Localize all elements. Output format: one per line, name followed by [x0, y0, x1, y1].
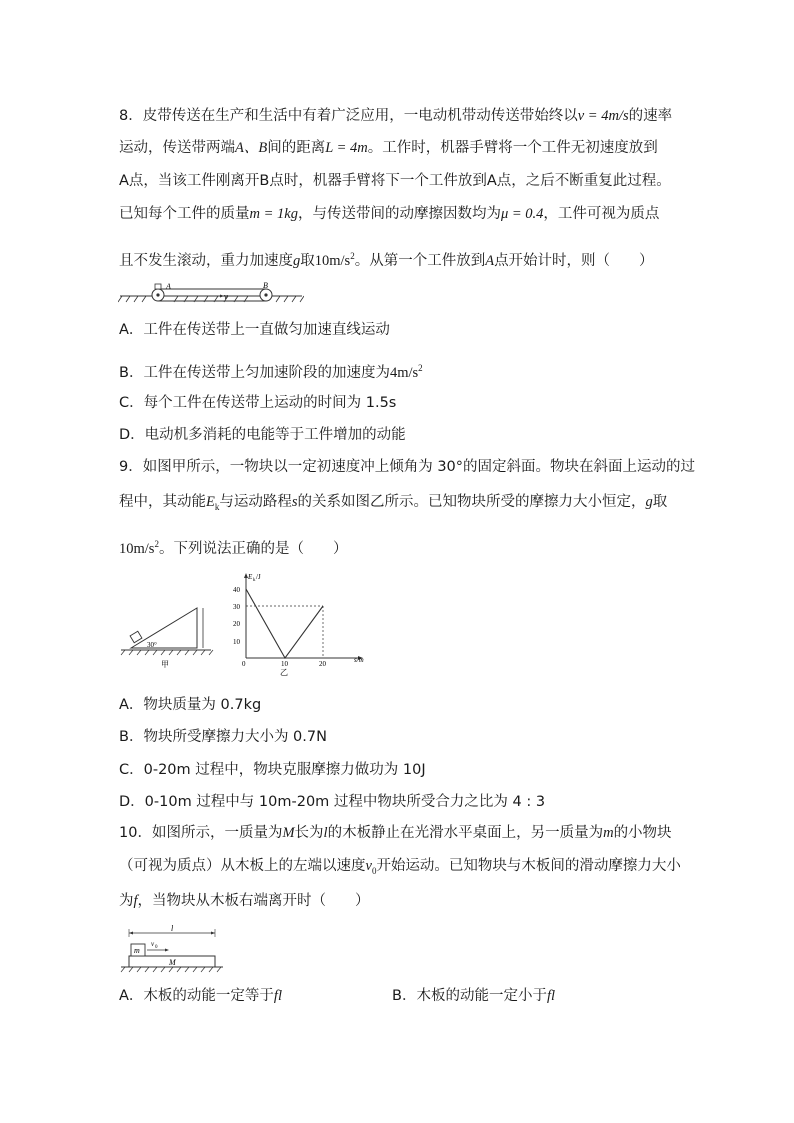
- q10-text: ，当物块从木板右端离开时（ ）: [137, 893, 370, 909]
- q8-points: A、B: [235, 140, 268, 156]
- block-m-label: m: [134, 946, 140, 955]
- q8-mass: m = 1kg: [249, 206, 298, 222]
- y-axis-label: E: [248, 573, 253, 581]
- y-axis-label-sub: k: [253, 578, 256, 583]
- q8-option-c-text: C．每个工件在传送带上运动的时间为 1.5s: [119, 395, 397, 411]
- q10-line-3: [119, 891, 370, 911]
- q10-v0-sub: 0: [371, 865, 377, 876]
- q10-l: l: [323, 825, 328, 841]
- q10-option-b: [392, 986, 555, 1006]
- q8-option-c: [119, 393, 396, 413]
- q8-text: 的速率: [628, 108, 673, 124]
- q9-g: g: [645, 494, 653, 510]
- q9-text: 程中，其动能: [119, 494, 206, 510]
- q9-gval: 10m/s: [119, 540, 155, 557]
- caption-jia: 甲: [161, 660, 169, 669]
- q10-M: M: [282, 825, 295, 841]
- length-label: l: [171, 925, 174, 933]
- q10-option-a: [119, 986, 282, 1006]
- q8-line-1: [119, 106, 672, 126]
- q8-g: g: [293, 252, 301, 269]
- angle-label: 30°: [147, 641, 157, 649]
- q9-option-c: [119, 760, 426, 780]
- q8-point-a: A: [485, 252, 495, 269]
- label-b: B: [263, 282, 268, 290]
- q8-option-a: [119, 320, 390, 340]
- v0-label: v: [151, 940, 155, 948]
- q10-line-1: [119, 823, 672, 843]
- y-tick-20: 20: [233, 620, 240, 628]
- q8-line-4: [119, 204, 659, 224]
- q9-line-2: [119, 492, 667, 517]
- q10-text: （可视为质点）从木板上的左端以速度: [119, 858, 366, 874]
- q9-text: 与运动路程: [219, 494, 292, 510]
- q8-line-2: [119, 138, 658, 158]
- v0-label-sub: 0: [155, 945, 158, 950]
- q8-line-3: [119, 171, 671, 191]
- q8-option-d: [119, 425, 406, 445]
- q9-option-b-text: B．物块所受摩擦力大小为 0.7N: [119, 729, 327, 745]
- q8-option-b: B．工件在传送带上匀加速阶段的加速度为$4m/s^2$: [119, 363, 423, 381]
- q8-speed: v = 4m/s: [577, 108, 629, 124]
- q10-text: 的小物块: [613, 825, 672, 841]
- q9-option-d: [119, 792, 545, 812]
- q9-ek-sub: k: [214, 501, 220, 512]
- q9-option-d-text: D．0-10m 过程中与 10m-20m 过程中物块所受合力之比为 4 : 3: [119, 794, 546, 810]
- ek-curve: [246, 589, 323, 658]
- q9-line-3: $10m/s^2$。下列说法正确的是（ ）: [119, 539, 348, 557]
- q10-v0: v: [365, 858, 372, 874]
- q8-gval: 10m/s: [314, 252, 351, 269]
- q8-option-b-text: B．工件在传送带上匀加速阶段的加速度为: [119, 364, 390, 381]
- q8-option-a-text: A．工件在传送带上一直做匀加速直线运动: [119, 322, 390, 338]
- q9-text: 9．如图甲所示，一物块以一定初速度冲上倾角为 30°的固定斜面。物块在斜面上运动的过: [119, 459, 696, 475]
- q8-text: 已知每个工件的质量: [119, 206, 250, 222]
- q8-option-b-value: 4m/s: [389, 364, 419, 381]
- q8-text: ，工件可视为质点: [543, 206, 660, 222]
- board-M-label: M: [169, 958, 176, 967]
- conveyor-belt-figure: [118, 282, 304, 304]
- q9-s: s: [291, 494, 298, 510]
- q10-text: 为: [119, 893, 134, 909]
- q8-text: 8．皮带传送在生产和生活中有着广泛应用，一电动机带动传送带始终以: [119, 108, 578, 124]
- q10-line-2: [119, 856, 681, 881]
- q8-text: A点，当该工件刚离开B点时，机器手臂将下一个工件放到A点，之后不断重复此过程。: [119, 173, 671, 189]
- ek-s-graph: [228, 570, 378, 676]
- q9-text: 的关系如图乙所示。已知物块所受的摩擦力大小恒定，: [297, 494, 646, 510]
- q8-mu: μ = 0.4: [500, 206, 544, 222]
- q10-option-b-text: B．木板的动能一定小于: [392, 988, 547, 1004]
- q9-option-a-text: A．物块质量为 0.7kg: [119, 697, 262, 713]
- q10-option-a-value: fl: [273, 988, 282, 1004]
- y-tick-10: 10: [233, 638, 240, 646]
- caption-yi: 乙: [280, 668, 288, 676]
- y-tick-40: 40: [233, 586, 240, 594]
- incline-figure: [119, 578, 215, 670]
- q8-text: 间的距离: [267, 140, 326, 156]
- q8-text: 取: [300, 252, 315, 269]
- q8-option-d-text: D．电动机多消耗的电能等于工件增加的动能: [119, 427, 406, 443]
- q10-m: m: [603, 825, 614, 841]
- q8-text: 点开始计时，则（ ）: [494, 252, 654, 269]
- x-tick-10: 10: [281, 660, 288, 668]
- q8-text: ，与传送带间的动摩擦因数均为: [297, 206, 501, 222]
- x-tick-20: 20: [319, 660, 326, 668]
- q8-text: 且不发生滚动，重力加速度: [119, 252, 293, 269]
- y-tick-30: 30: [233, 603, 240, 611]
- q10-f: f: [133, 893, 138, 909]
- q8-distance: L = 4m: [325, 140, 368, 156]
- q8-text: 运动，传送带两端: [119, 140, 235, 156]
- q10-option-a-text: A．木板的动能一定等于: [119, 988, 274, 1004]
- label-v: v: [224, 292, 228, 301]
- q8-text: 。从第一个工件放到: [354, 252, 486, 269]
- q9-option-b: [119, 727, 327, 747]
- board-block-figure: [119, 925, 225, 975]
- q10-text: 长为: [294, 825, 324, 841]
- y-axis-unit: /J: [256, 573, 261, 581]
- label-a: A: [166, 282, 171, 291]
- x-tick-0: 0: [242, 660, 246, 668]
- q9-text: 取: [652, 494, 668, 510]
- q9-option-a: [119, 695, 261, 715]
- q10-text: 开始运动。已知物块与木板间的滑动摩擦力大小: [376, 858, 681, 874]
- q8-text: 。工作时，机器手臂将一个工件无初速度放到: [367, 140, 658, 156]
- q9-text: 。下列说法正确的是（ ）: [158, 540, 348, 557]
- q10-text: 的木板静止在光滑水平桌面上，另一质量为: [327, 825, 604, 841]
- q10-text: 10．如图所示，一质量为: [119, 825, 283, 841]
- q9-line-1: [119, 457, 695, 477]
- x-axis-label: s/m: [354, 656, 364, 664]
- q10-option-b-value: fl: [546, 988, 556, 1004]
- q9-ek: E: [206, 494, 215, 510]
- q9-option-c-text: C．0-20m 过程中，物块克服摩擦力做功为 10J: [119, 762, 426, 778]
- q8-line-5: 且不发生滚动，重力加速度g取$10m/s^2$。从第一个工件放到A点开始计时，则（ ）: [119, 251, 654, 269]
